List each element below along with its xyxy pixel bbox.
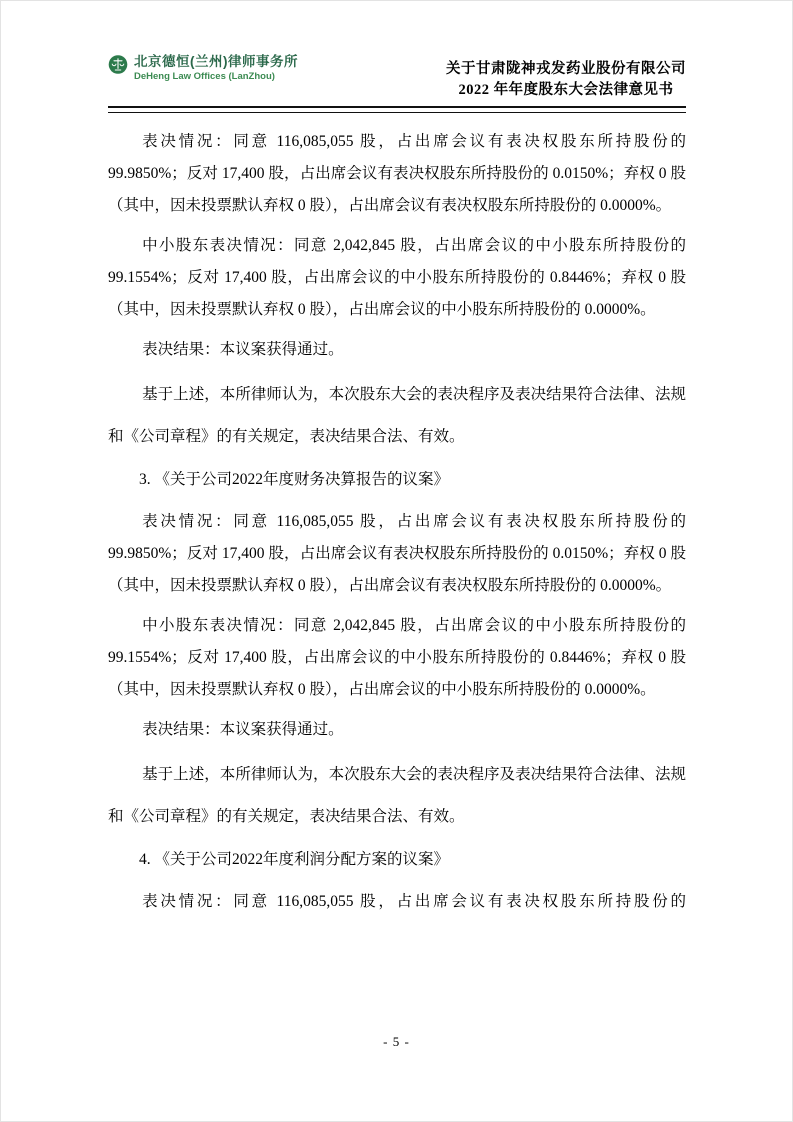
vote-detail-paragraph-cut: 表决情况：同意 116,085,055 股，占出席会议有表决权股东所持股份的 <box>142 893 686 910</box>
vote-result-paragraph: 表决结果：本议案获得通过。 <box>142 721 344 738</box>
law-firm-brand <box>108 53 298 83</box>
page-header <box>108 51 686 101</box>
firm-name-zh: 北京德恒(兰州)律师事务所 <box>134 54 298 69</box>
lawyer-opinion-paragraph: 基于上述，本所律师认为，本次股东大会的表决程序及表决结果符合法律、法规和《公司章程》的有关规定，表决结果合法、有效。 <box>108 766 686 825</box>
firm-name-en: DeHeng Law Offices (LanZhou) <box>134 71 275 82</box>
law-firm-name-block <box>134 53 298 83</box>
proposal-heading-3: 3. 《关于公司2022年度财务决算报告的议案》 <box>139 471 450 488</box>
header-divider <box>108 106 686 113</box>
minority-vote-paragraph: 中小股东表决情况：同意 2,042,845 股，占出席会议的中小股东所持股份的 99.1554%；反对 17,400 股，占出席会议的中小股东所持股份的 0.8446%；弃权 0 股（其中，因未投票默认弃权 0 股），占出席会议的中小股东所持股份的 0.0000%。 <box>108 617 686 698</box>
document-title <box>446 59 686 101</box>
vote-detail-paragraph: 表决情况：同意 116,085,055 股，占出席会议有表决权股东所持股份的 99.9850%；反对 17,400 股，占出席会议有表决权股东所持股份的 0.0150%；弃权 0 股（其中，因未投票默认弃权 0 股），占出席会议有表决权股东所持股份的 0.0000%。 <box>108 133 686 214</box>
document-body <box>108 113 686 918</box>
page-footer <box>1 1034 792 1050</box>
deheng-logo-icon <box>108 54 128 83</box>
vote-result-paragraph: 表决结果：本议案获得通过。 <box>142 341 344 358</box>
page-number: - 5 - <box>383 1034 410 1049</box>
proposal-heading-4: 4. 《关于公司2022年度利润分配方案的议案》 <box>139 851 450 868</box>
document-title-line-2: 2022 年年度股东大会法律意见书 <box>458 82 674 98</box>
lawyer-opinion-paragraph: 基于上述，本所律师认为，本次股东大会的表决程序及表决结果符合法律、法规和《公司章程》的有关规定，表决结果合法、有效。 <box>108 386 686 445</box>
document-title-line-1: 关于甘肃陇神戎发药业股份有限公司 <box>446 61 686 77</box>
minority-vote-paragraph: 中小股东表决情况：同意 2,042,845 股，占出席会议的中小股东所持股份的 99.1554%；反对 17,400 股，占出席会议的中小股东所持股份的 0.8446%；弃权 0 股（其中，因未投票默认弃权 0 股），占出席会议的中小股东所持股份的 0.0000%。 <box>108 237 686 318</box>
vote-detail-paragraph: 表决情况：同意 116,085,055 股，占出席会议有表决权股东所持股份的 99.9850%；反对 17,400 股，占出席会议有表决权股东所持股份的 0.0150%；弃权 0 股（其中，因未投票默认弃权 0 股），占出席会议有表决权股东所持股份的 0.0000%。 <box>108 513 686 594</box>
